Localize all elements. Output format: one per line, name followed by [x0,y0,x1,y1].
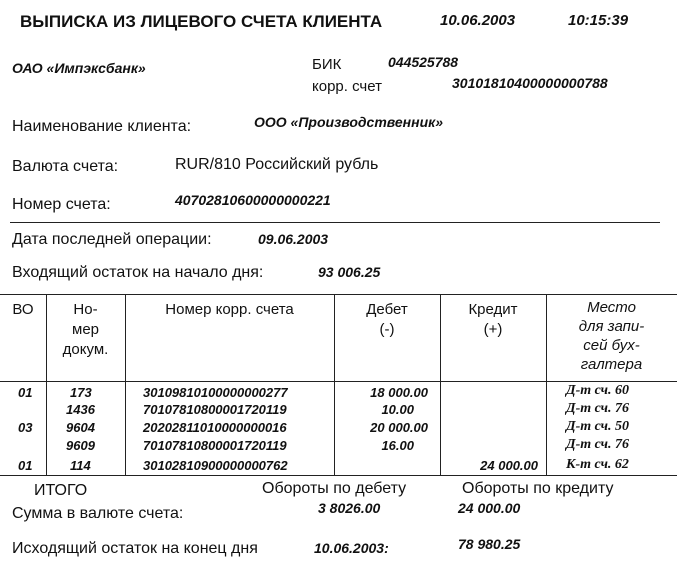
sum-debit-value: 3 8026.00 [318,500,381,516]
row-note: Д-т сч. 76 [566,401,629,416]
corr-account-value: 30101810400000000788 [452,75,608,91]
corr-account-label: корр. счет [312,78,382,95]
row-doc: 9609 [66,438,95,453]
row-vo: 01 [18,385,33,400]
bank-name: ОАО «Импэксбанк» [12,60,146,76]
row-vo: 03 [18,420,33,435]
row-note: Д-т сч. 50 [566,419,629,434]
table-top-border [0,294,677,295]
sum-in-currency-label: Сумма в валюте счета: [12,505,184,522]
opening-balance-value: 93 006.25 [318,264,381,280]
row-doc: 9604 [66,420,95,435]
col-divider [125,294,126,475]
row-debit: 18 000.00 [370,385,428,400]
row-debit: 16.00 [381,438,414,453]
sum-credit-value: 24 000.00 [458,500,521,516]
row-doc: 114 [70,458,91,473]
row-credit: 24 000.00 [480,458,538,473]
row-doc: 1436 [66,402,95,417]
closing-balance-value: 78 980.25 [458,536,521,552]
row-debit: 10.00 [381,402,414,417]
row-vo: 01 [18,458,33,473]
bik-label: БИК [312,56,342,73]
row-corr-account: 20202811010000000016 [143,420,287,435]
row-corr-account: 70107810800001720119 [143,438,287,453]
header-corr-account: Номер корр. счета [165,301,294,318]
itogo-label: ИТОГО [34,482,88,499]
closing-balance-label: Исходящий остаток на конец дня [12,540,258,557]
row-debit: 20 000.00 [370,420,428,435]
row-corr-account: 30109810100000000277 [143,385,288,400]
last-operation-value: 09.06.2003 [258,231,329,247]
row-note: К-т сч. 62 [566,457,629,472]
account-number-value: 40702810600000000221 [175,192,331,208]
section-divider [10,222,660,223]
row-corr-account: 70107810800001720119 [143,402,287,417]
header-debit: Дебет (-) [366,301,408,338]
closing-balance-date: 10.06.2003: [314,540,389,556]
opening-balance-label: Входящий остаток на начало дня: [12,264,264,281]
statement-time: 10:15:39 [568,12,629,29]
header-accountant-notes: Место для запи- сей бух- галтера [578,299,645,373]
debit-turnover-label: Обороты по дебету [262,480,407,497]
client-name-value: ООО «Производственник» [254,114,443,130]
table-bottom-border [0,475,677,476]
header-vo: ВО [12,301,34,318]
bik-value: 044525788 [388,54,459,70]
client-name-label: Наименование клиента: [12,118,192,135]
header-doc-number: Но- мер докум. [62,301,109,358]
row-note: Д-т сч. 60 [566,383,629,398]
document-title: ВЫПИСКА ИЗ ЛИЦЕВОГО СЧЕТА КЛИЕНТА [20,12,383,31]
row-corr-account: 30102810900000000762 [143,458,288,473]
currency-label: Валюта счета: [12,158,119,175]
header-bottom-border [0,381,677,382]
last-operation-label: Дата последней операции: [12,231,212,248]
row-doc: 173 [70,385,92,400]
credit-turnover-label: Обороты по кредиту [462,480,614,497]
currency-value: RUR/810 Российский рубль [175,156,379,173]
statement-date: 10.06.2003 [440,12,516,29]
header-credit: Кредит (+) [468,301,518,338]
account-number-label: Номер счета: [12,196,111,213]
row-note: Д-т сч. 76 [566,437,629,452]
